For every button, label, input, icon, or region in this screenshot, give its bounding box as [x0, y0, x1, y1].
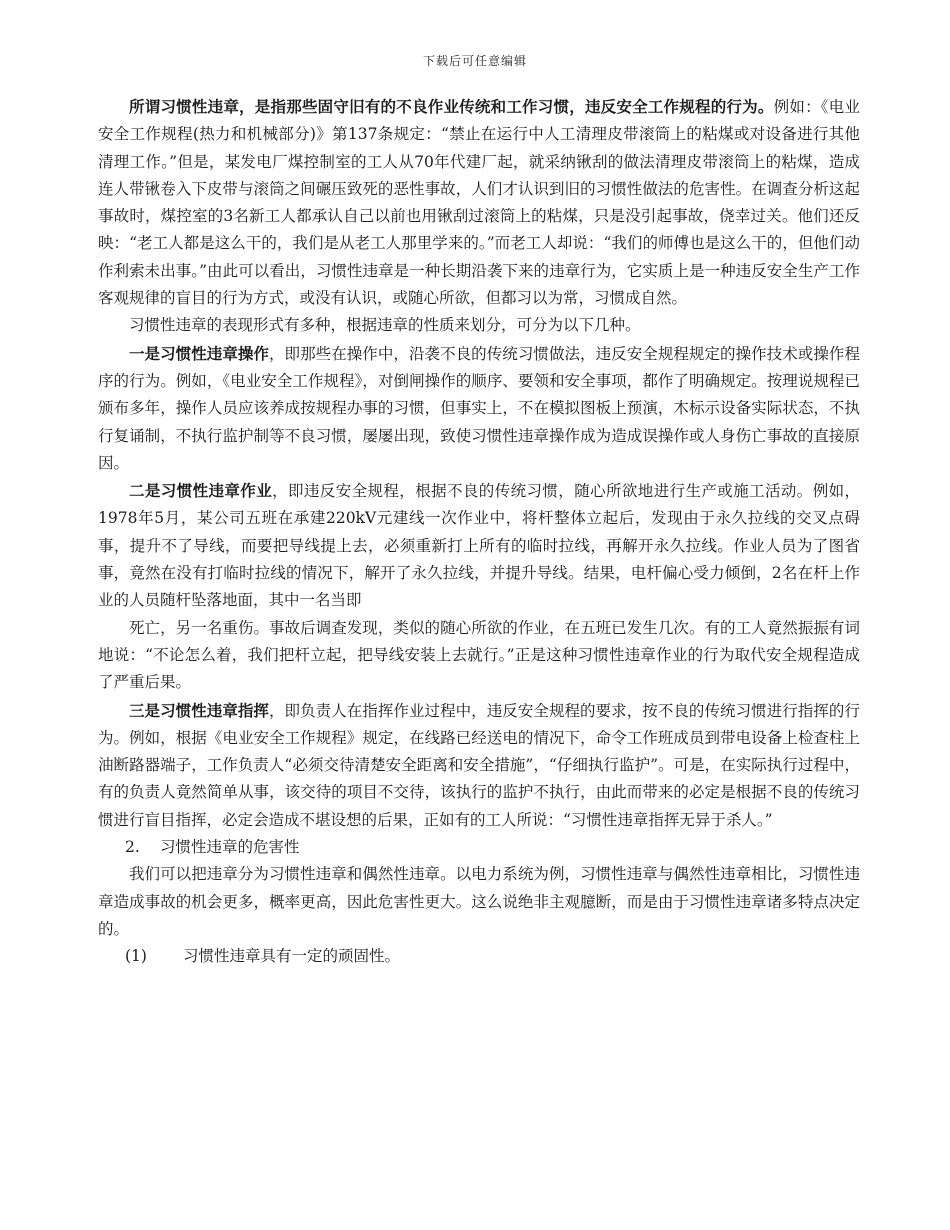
paragraph-forms: 习惯性违章的表现形式有多种，根据违章的性质来划分，可分为以下几种。 — [129, 316, 641, 335]
list-text: 习惯性违章具有一定的顽固性。 — [183, 947, 401, 966]
paragraph-text: 例如：《电业安全工作规程(热力和机械部分)》第137条规定：“禁止在运行中人工清理皮带滚筒上的粘煤或对设备进行其他清理工作。”但是，某发电厂煤控制室的工人从70年代建厂起，就采纳锹刮的做法清理皮带滚筒上的粘煤，造成连人带锹卷入下皮带与滚筒之间碾压致死的恶性事故，人们才认识到旧的习惯性做法的危害性。在调查分析这起事故时，煤控室的3名新工人都承认自己以前也用锹刮过滚筒上的粘煤，只是没引起事故，侥幸过关。他们还反映：“老工人都是这么干的，我们是从老工人那里学来的。”而老工人却说：“我们的师傅也是这么干的，但他们动作利索未出事。”由此可以看出，习惯性违章是一种长期沿袭下来的违章行为，它实质上是一种违反安全生产工作客观规律的盲目的行为方式，或没有认识，或随心所欲，但都习以为常，习惯成自然。 — [98, 98, 860, 308]
paragraph-text: ，即那些在操作中，沿袭不良的传统习惯做法，违反安全规程规定的操作技术或操作程序的行为。例如，《电业安全工作规程》，对倒闸操作的顺序、要领和安全事项，都作了明确规定。按理说规程已颁布多年，操作人员应该养成按规程办事的习惯，但事实上，不在模拟图板上预演，木标示设备实际状态，不执行复诵制，不执行监护制等不良习惯，屡屡出现，致使习惯性违章操作成为造成误操作或人身伤亡事故的直接原因。 — [98, 344, 860, 472]
bold-heading-work: 二是习惯性违章作业 — [129, 481, 273, 501]
list-number: (1) — [125, 947, 147, 966]
document-body — [98, 93, 860, 971]
paragraph-violation-operation — [98, 340, 860, 477]
section-title: 习惯性违章的危害性 — [160, 838, 300, 857]
paragraph-harm: 我们可以把违章分为习惯性违章和偶然性违章。以电力系统为例，习惯性违章与偶然性违章相比，习惯性违章造成事故的机会更多，概率更高，因此危害性更大。这么说绝非主观臆断，而是由于习惯性违章诸多特点决定的。 — [98, 865, 860, 938]
paragraph-continuation: 死亡，另一名重伤。事故后调查发现，类似的随心所欲的作业，在五班已发生几次。有的工人竟然振振有词地说：“不论怎么着，我们把杆立起，把导线安装上去就行。”正是这种习惯性违章作业的行为取代安全规程造成了严重后果。 — [98, 618, 860, 692]
list-item-1 — [98, 943, 860, 970]
paragraph-violation-command — [98, 697, 860, 834]
bold-heading-operation: 一是习惯性违章操作 — [129, 343, 269, 363]
section-heading-2 — [98, 834, 860, 861]
bold-heading-command: 三是习惯性违章指挥 — [129, 700, 269, 720]
paragraph-violation-work — [98, 477, 860, 614]
section-number: 2. — [125, 838, 140, 857]
paragraph-text: ，即违反安全规程，根据不良的传统习惯，随心所欲地进行生产或施工活动。例如，1978年5月，某公司五班在承建220kV元建线一次作业中，将杆整体立起后，发现由于永久拉线的交叉点碍事，提升不了导线，而要把导线提上去，必须重新打上所有的临时拉线，再解开永久拉线。作业人员为了图省事，竟然在没有打临时拉线的情况下，解开了永久拉线，并提升导线。结果，电杆偏心受力倾倒，2名在杆上作业的人员随杆坠落地面，其中一名当即 — [98, 482, 860, 610]
paragraph-text: ，即负责人在指挥作业过程中，违反安全规程的要求，按不良的传统习惯进行指挥的行为。例如，根据《电业安全工作规程》规定，在线路已经送电的情况下，命令工作班成员到带电设备上检查柱上油断路器端子，工作负责人“必须交待清楚安全距离和安全措施”，“仔细执行监护”。可是，在实际执行过程中，有的负责人竟然简单从事，该交待的项目不交待，该执行的监护不执行，由此而带来的必定是根据不良的传统习惯进行盲目指挥，必定会造成不堪设想的后果，正如有的工人所说：“习惯性违章指挥无异于杀人。” — [98, 701, 860, 829]
page-header: 下载后可任意编辑 — [422, 54, 527, 68]
paragraph-definition — [98, 93, 860, 312]
bold-definition: 所谓习惯性违章，是指那些固守旧有的不良作业传统和工作习惯，违反安全工作规程的行为。 — [129, 97, 774, 116]
